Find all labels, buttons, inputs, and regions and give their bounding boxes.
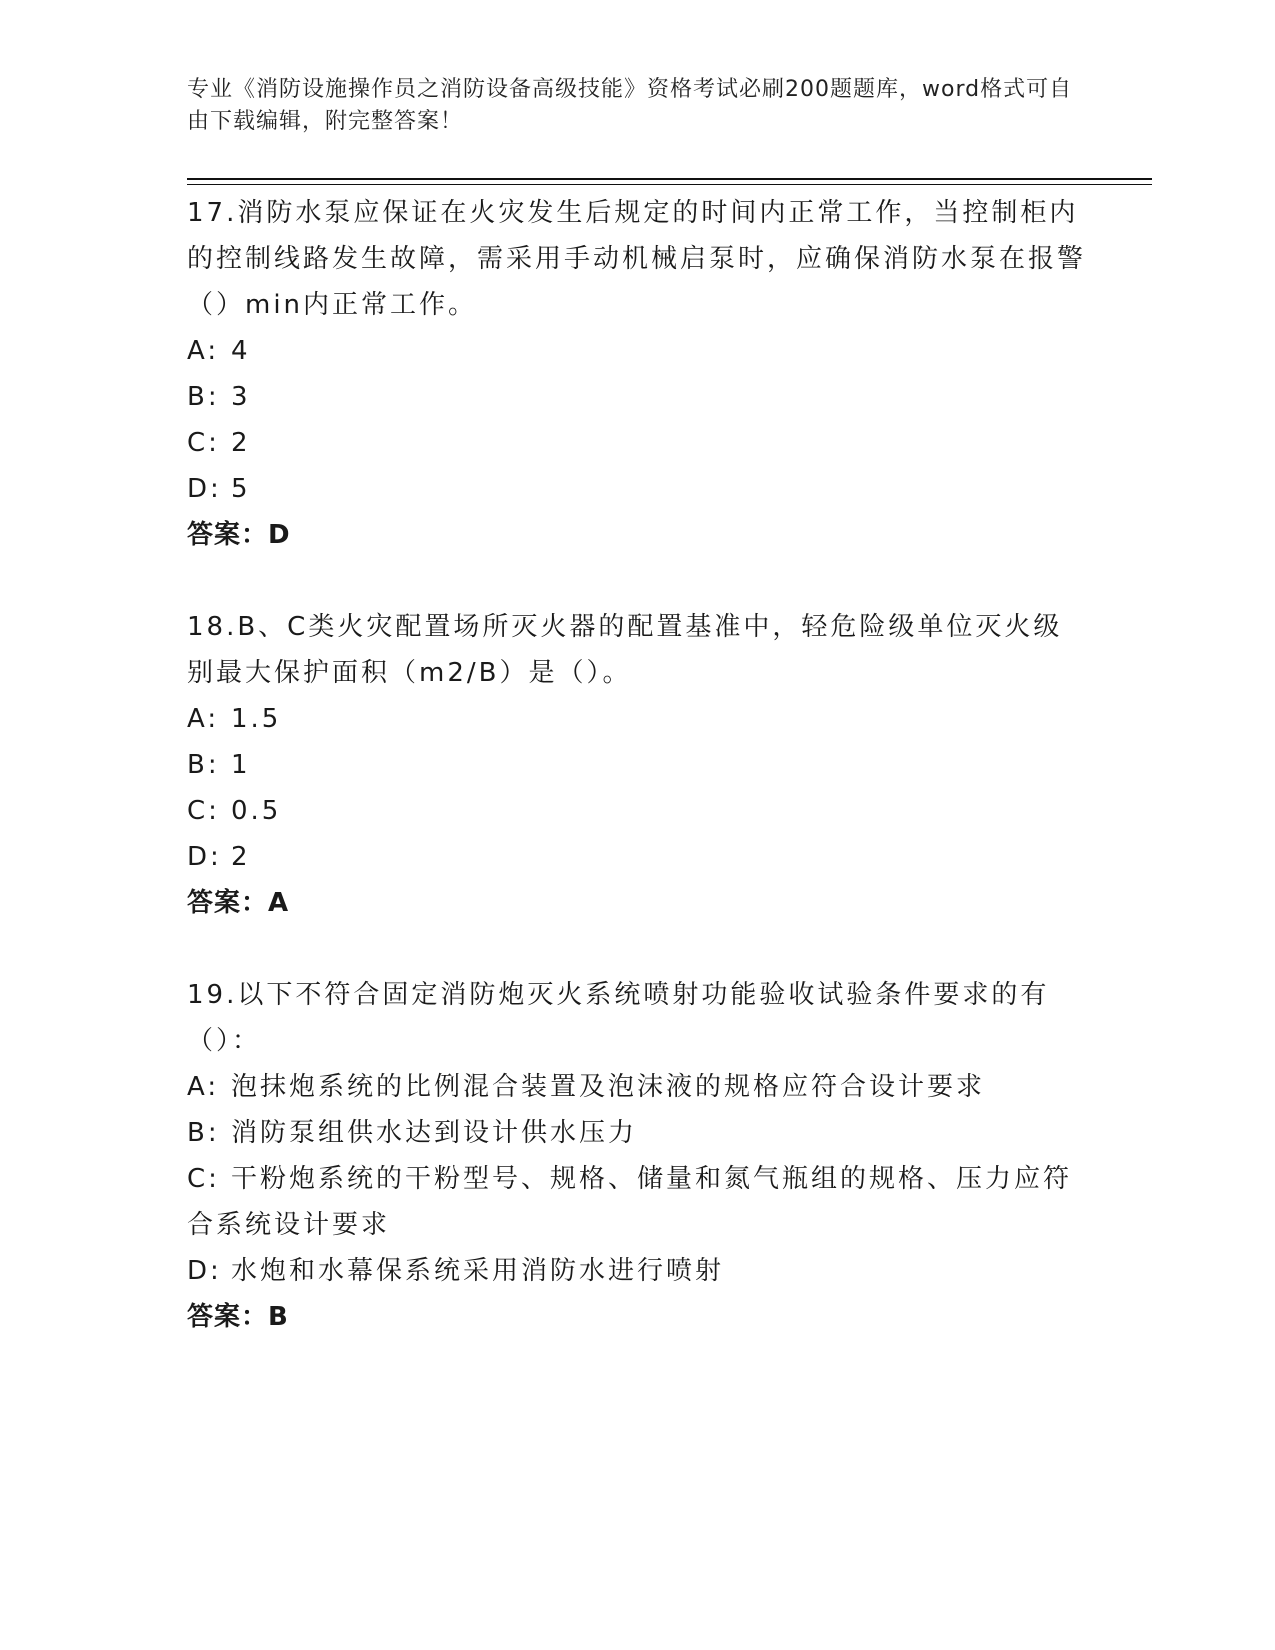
answer-line: 答案：D bbox=[187, 520, 291, 550]
option-text: 2 bbox=[231, 428, 251, 458]
option-letter: C: bbox=[187, 796, 220, 826]
question-17 bbox=[187, 190, 1087, 558]
option-letter: C: bbox=[187, 1164, 220, 1194]
page-header bbox=[187, 74, 1077, 138]
option-c bbox=[187, 788, 1087, 834]
option-letter: D: bbox=[187, 474, 222, 504]
option-text: 泡抹炮系统的比例混合装置及泡沫液的规格应符合设计要求 bbox=[231, 1072, 986, 1102]
question-text: 19.以下不符合固定消防炮灭火系统喷射功能验收试验条件要求的有（）： bbox=[187, 980, 1050, 1056]
option-d bbox=[187, 466, 1087, 512]
option-letter: B: bbox=[187, 1118, 220, 1148]
option-c bbox=[187, 1156, 1087, 1248]
question-spacer bbox=[187, 926, 1087, 972]
option-b bbox=[187, 1110, 1087, 1156]
option-text: 干粉炮系统的干粉型号、规格、储量和氮气瓶组的规格、压力应符合系统设计要求 bbox=[187, 1164, 1073, 1240]
answer-line: 答案：B bbox=[187, 1302, 289, 1332]
header-rule-thin bbox=[187, 184, 1152, 185]
option-letter: D: bbox=[187, 842, 222, 872]
option-text: 0.5 bbox=[231, 796, 282, 826]
question-19 bbox=[187, 972, 1087, 1340]
question-18 bbox=[187, 604, 1087, 926]
option-text: 消防泵组供水达到设计供水压力 bbox=[231, 1118, 638, 1148]
option-letter: A: bbox=[187, 704, 220, 734]
option-text: 4 bbox=[231, 336, 251, 366]
option-text: 1 bbox=[231, 750, 251, 780]
option-letter: B: bbox=[187, 382, 220, 412]
option-text: 1.5 bbox=[231, 704, 282, 734]
option-text: 5 bbox=[231, 474, 251, 504]
header-text: 专业《消防设施操作员之消防设备高级技能》资格考试必刷200题题库，word格式可自由下载编辑，附完整答案！ bbox=[187, 77, 1073, 134]
answer-line: 答案：A bbox=[187, 888, 290, 918]
option-a bbox=[187, 328, 1087, 374]
option-text: 2 bbox=[231, 842, 251, 872]
option-letter: A: bbox=[187, 1072, 220, 1102]
question-text: 17.消防水泵应保证在火灾发生后规定的时间内正常工作，当控制柜内的控制线路发生故障，需采用手动机械启泵时，应确保消防水泵在报警（）min内正常工作。 bbox=[187, 198, 1087, 320]
question-text: 18.B、C类火灾配置场所灭火器的配置基准中，轻危险级单位灭火级别最大保护面积（m2/B）是（）。 bbox=[187, 612, 1063, 688]
question-spacer bbox=[187, 558, 1087, 604]
option-d bbox=[187, 834, 1087, 880]
option-c bbox=[187, 420, 1087, 466]
header-rule-thick bbox=[187, 178, 1152, 180]
option-letter: A: bbox=[187, 336, 220, 366]
option-a bbox=[187, 1064, 1087, 1110]
option-letter: C: bbox=[187, 428, 220, 458]
option-b bbox=[187, 742, 1087, 788]
option-text: 3 bbox=[231, 382, 251, 412]
option-b bbox=[187, 374, 1087, 420]
question-list bbox=[187, 190, 1087, 1340]
option-a bbox=[187, 696, 1087, 742]
option-d bbox=[187, 1248, 1087, 1294]
option-letter: D: bbox=[187, 1256, 222, 1286]
option-text: 水炮和水幕保系统采用消防水进行喷射 bbox=[231, 1256, 725, 1286]
option-letter: B: bbox=[187, 750, 220, 780]
